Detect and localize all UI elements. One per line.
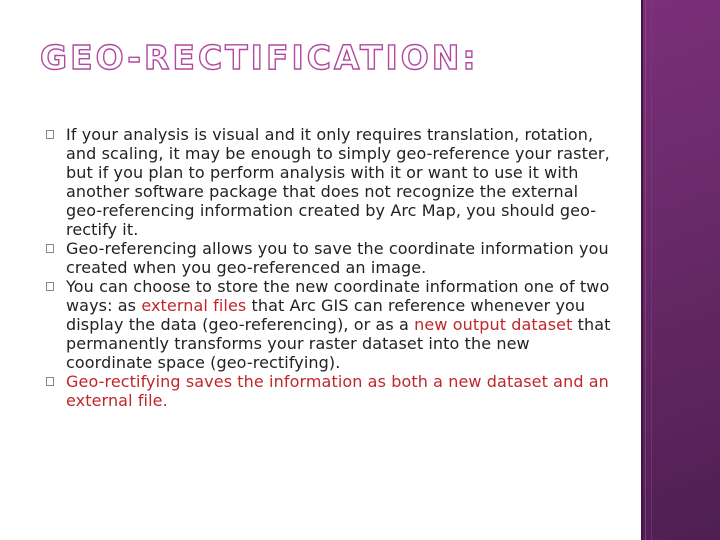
- highlight-new-output-dataset: new output dataset: [414, 315, 573, 334]
- bullet-item: [46, 277, 616, 372]
- side-band-stripe: [641, 0, 643, 540]
- bullet-text-part: that Arc GIS can reference whenever you display the data (geo-referencing), or as a: [66, 296, 586, 334]
- bullet-item: [46, 239, 616, 277]
- bullet-item: [46, 372, 616, 410]
- side-band-stripe: [645, 0, 646, 540]
- bullet-text-highlight: Geo-rectifying saves the information as both a new dataset and an external file.: [66, 372, 609, 410]
- highlight-external-files: external files: [141, 296, 247, 315]
- decorative-side-band: [641, 0, 720, 540]
- empty-square-icon: [46, 377, 54, 386]
- empty-square-icon: [46, 130, 54, 139]
- slide-title: GEO-RECTIFICATION:: [40, 38, 479, 77]
- empty-square-icon: [46, 282, 54, 291]
- bullet-item: [46, 125, 616, 239]
- empty-square-icon: [46, 244, 54, 253]
- side-band-stripe: [651, 0, 652, 540]
- bullet-text: If your analysis is visual and it only requires translation, rotation, and scaling, it may be enough to simply geo-reference your raster, but if you plan to perform analysis with it or want to use it with another software package that does not recognize the external geo-referencing information created by Arc Map, you should geo-rectify it.: [66, 125, 610, 239]
- bullet-text-part: You can choose to store the new coordinate information one of two ways: as: [66, 277, 610, 315]
- bullet-text: Geo-referencing allows you to save the coordinate information you created when you geo-referenced an image.: [66, 239, 609, 277]
- bullet-list: [46, 125, 616, 410]
- bullet-text-part: that permanently transforms your raster dataset into the new coordinate space (geo-rectifying).: [66, 315, 611, 372]
